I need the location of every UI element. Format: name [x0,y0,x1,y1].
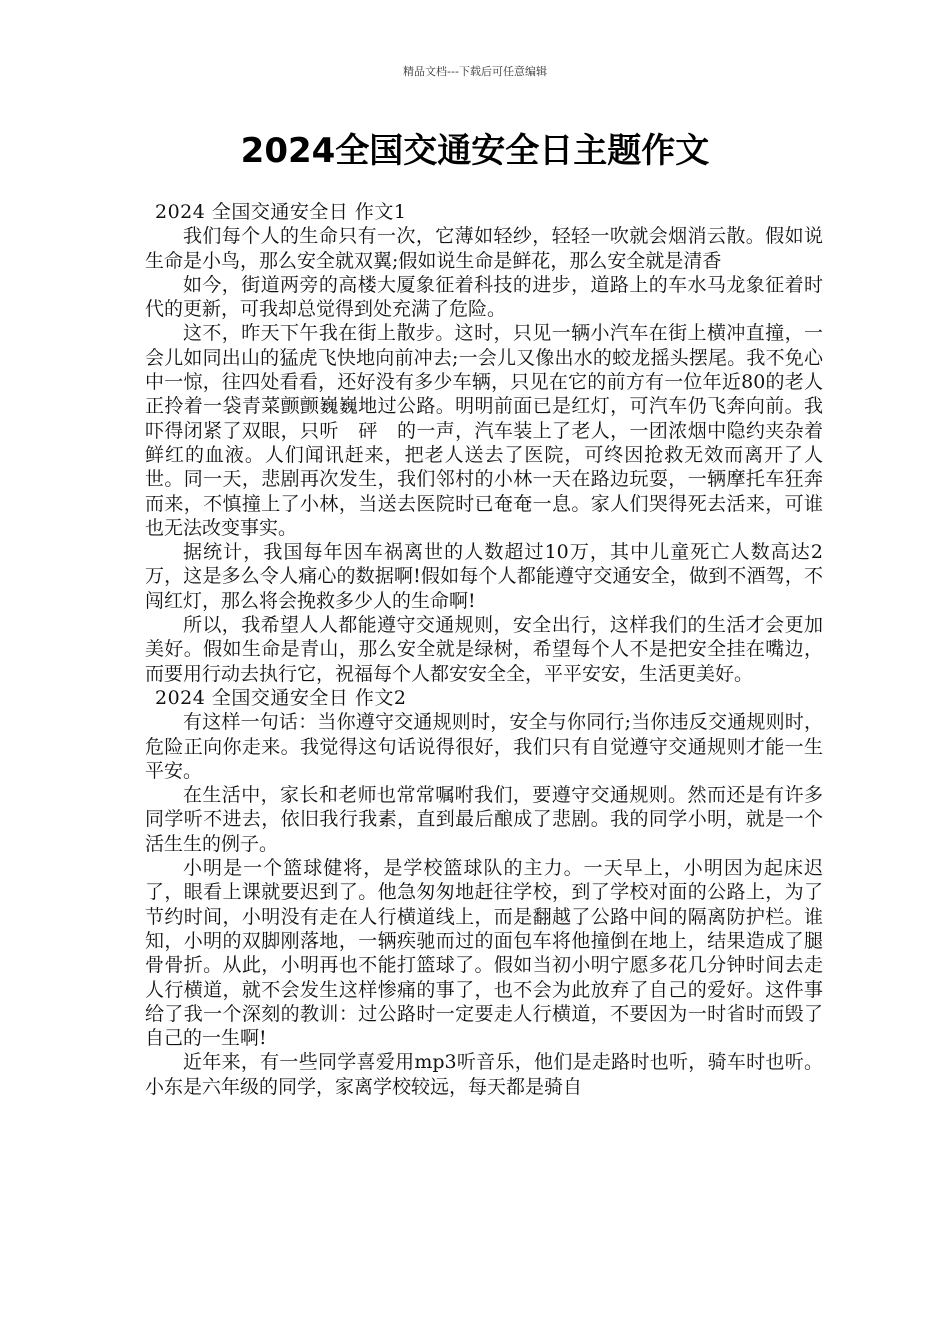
paragraph: 所以，我希望人人都能遵守交通规则，安全出行，这样我们的生活才会更加美好。假如生命是青山，那么安全就是绿树，希望每个人不是把安全挂在嘴边，而要用行动去执行它，祝福每个人都安安全全，平平安安，生活更美好。 [145,614,823,685]
paragraph: 在生活中，家长和老师也常常嘱咐我们，要遵守交通规则。然而还是有许多同学听不进去，依旧我行我素，直到最后酿成了悲剧。我的同学小明，就是一个活生生的例子。 [145,784,823,855]
paragraph: 据统计，我国每年因车祸离世的人数超过10万，其中儿童死亡人数高达2万，这是多么令人痛心的数据啊!假如每个人都能遵守交通安全，做到不酒驾，不闯红灯，那么将会挽救多少人的生命啊! [145,541,823,612]
paragraph: 这不，昨天下午我在街上散步。这时，只见一辆小汽车在街上横冲直撞，一会儿如同出山的猛虎飞快地向前冲去;一会儿又像出水的蛟龙摇头摆尾。我不免心中一惊，往四处看看，还好没有多少车辆，只见在它的前方有一位年近80的老人正拎着一袋青菜颤颤巍巍地过公路。明明前面已是红灯，可汽车仍飞奔向前。我吓得闭紧了双眼，只听 砰 的一声，汽车装上了老人，一团浓烟中隐约夹杂着鲜红的血液。人们闻讯赶来，把老人送去了医院，可终因抢救无效而离开了人世。同一天，悲剧再次发生，我们邻村的小林一天在路边玩耍，一辆摩托车狂奔而来，不慎撞上了小林，当送去医院时已奄奄一息。家人们哭得死去活来，可谁也无法改变事实。 [145,322,823,539]
document-title: 2024全国交通安全日主题作文 [240,131,710,171]
paragraph: 小明是一个篮球健将，是学校篮球队的主力。一天早上，小明因为起床迟了，眼看上课就要迟到了。他急匆匆地赶往学校，到了学校对面的公路上，为了节约时间，小明没有走在人行横道线上，而是翻越了公路中间的隔离防护栏。谁知，小明的双脚刚落地，一辆疾驰而过的面包车将他撞倒在地上，结果造成了腿骨骨折。从此，小明再也不能打篮球了。假如当初小明宁愿多花几分钟时间去走人行横道，就不会发生这样惨痛的事了，也不会为此放弃了自己的爱好。这件事给了我一个深刻的教训：过公路时一定要走人行横道，不要因为一时省时而毁了自己的一生啊! [145,857,823,1050]
paragraph: 有这样一句话：当你遵守交通规则时，安全与你同行;当你违反交通规则时，危险正向你走来。我觉得这句话说得很好，我们只有自觉遵守交通规则才能一生平安。 [145,711,823,782]
paragraph: 我们每个人的生命只有一次，它薄如轻纱，轻轻一吹就会烟消云散。假如说生命是小鸟，那么安全就双翼;假如说生命是鲜花，那么安全就是清香 [145,225,823,272]
header-note: 精品文档---下载后可任意编辑 [403,65,547,78]
section-heading: 2024 全国交通安全日 作文2 [155,686,407,709]
section-heading: 2024 全国交通安全日 作文1 [155,201,407,223]
document-body [145,200,823,1099]
paragraph: 如今，街道两旁的高楼大厦象征着科技的进步，道路上的车水马龙象征着时代的更新，可我却总觉得到处充满了危险。 [145,273,823,321]
paragraph: 近年来，有一些同学喜爱用mp3听音乐，他们是走路时也听，骑车时也听。小东是六年级的同学，家离学校较远，每天都是骑自 [145,1051,823,1098]
